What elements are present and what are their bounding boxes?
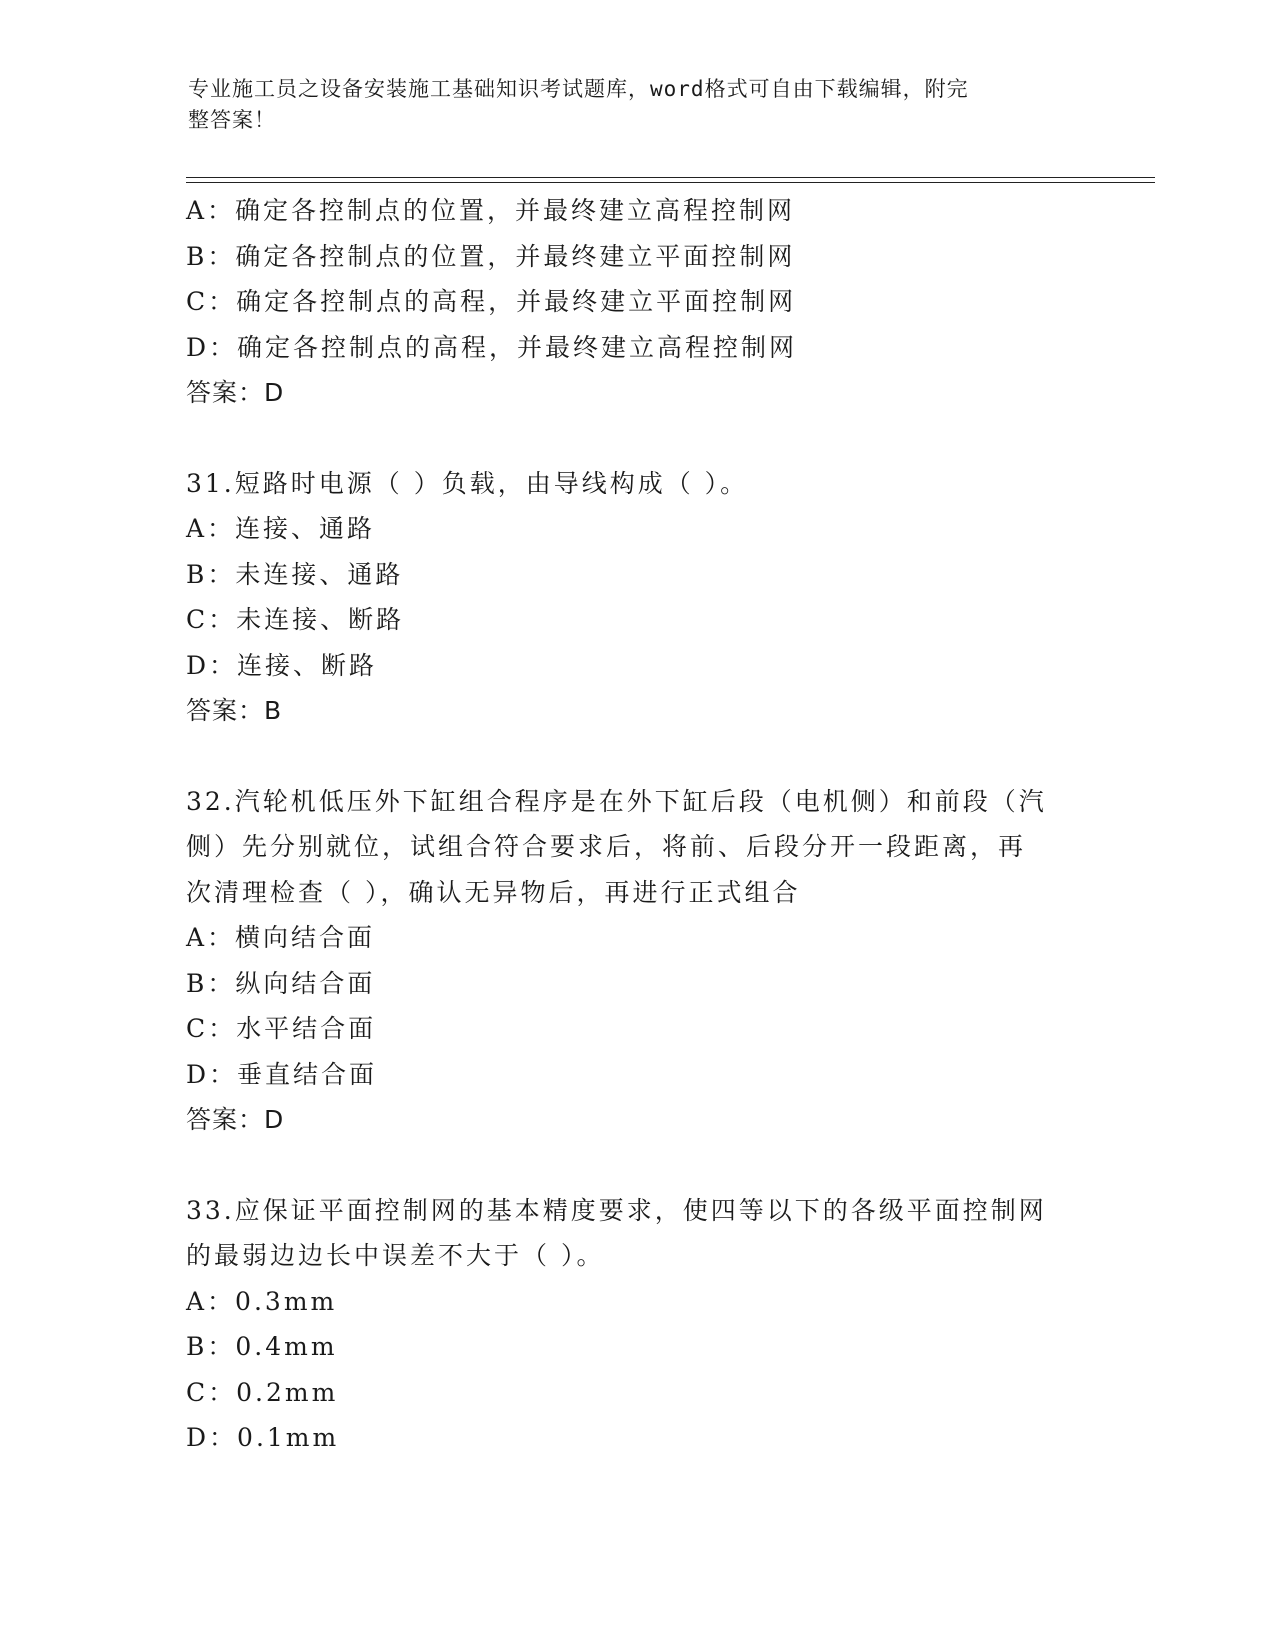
question-block-33 — [186, 1188, 1086, 1461]
option-b: B：0.4mm — [186, 1332, 338, 1361]
header-divider-bottom — [186, 182, 1155, 183]
header-line-1: 专业施工员之设备安装施工基础知识考试题库，word格式可自由下载编辑，附完 — [188, 77, 969, 101]
option-a: A：横向结合面 — [186, 923, 376, 952]
question-text: 31.短路时电源（ ）负载，由导线构成（ ）。 — [186, 468, 749, 498]
option-b: B：未连接、通路 — [186, 559, 404, 589]
question-block-31 — [186, 461, 1086, 734]
document-body — [186, 188, 1086, 1461]
option-d: D：0.1mm — [186, 1423, 340, 1452]
question-text-line-2: 的最弱边边长中误差不大于（ ）。 — [186, 1241, 605, 1270]
option-c: C：未连接、断路 — [186, 605, 405, 634]
option-b: B：纵向结合面 — [186, 968, 376, 998]
question-text-line-1: 32.汽轮机低压外下缸组合程序是在外下缸后段（电机侧）和前段（汽 — [186, 786, 1047, 816]
option-d: D：垂直结合面 — [186, 1059, 378, 1089]
answer-line: 答案：D — [186, 1105, 285, 1134]
option-c: C：0.2mm — [186, 1377, 339, 1407]
question-block-prev — [186, 188, 1086, 416]
option-c: C：水平结合面 — [186, 1014, 377, 1043]
answer-line: 答案：B — [186, 696, 283, 725]
document-header — [188, 74, 1068, 136]
option-c: C：确定各控制点的高程，并最终建立平面控制网 — [186, 287, 797, 316]
question-text-line-1: 33.应保证平面控制网的基本精度要求，使四等以下的各级平面控制网 — [186, 1195, 1047, 1225]
question-block-32 — [186, 779, 1086, 1143]
option-a: A：0.3mm — [186, 1286, 338, 1316]
header-divider-top — [186, 177, 1155, 178]
header-line-2: 整答案！ — [188, 108, 276, 132]
question-text-line-3: 次清理检查（ ），确认无异物后，再进行正式组合 — [186, 877, 801, 907]
option-b: B：确定各控制点的位置，并最终建立平面控制网 — [186, 241, 796, 271]
option-d: D：确定各控制点的高程，并最终建立高程控制网 — [186, 332, 798, 362]
option-d: D：连接、断路 — [186, 650, 378, 680]
option-a: A：确定各控制点的位置，并最终建立高程控制网 — [186, 196, 796, 225]
question-text-line-2: 侧）先分别就位，试组合符合要求后，将前、后段分开一段距离，再 — [186, 832, 1027, 861]
option-a: A：连接、通路 — [186, 514, 376, 543]
answer-line: 答案：D — [186, 378, 285, 407]
